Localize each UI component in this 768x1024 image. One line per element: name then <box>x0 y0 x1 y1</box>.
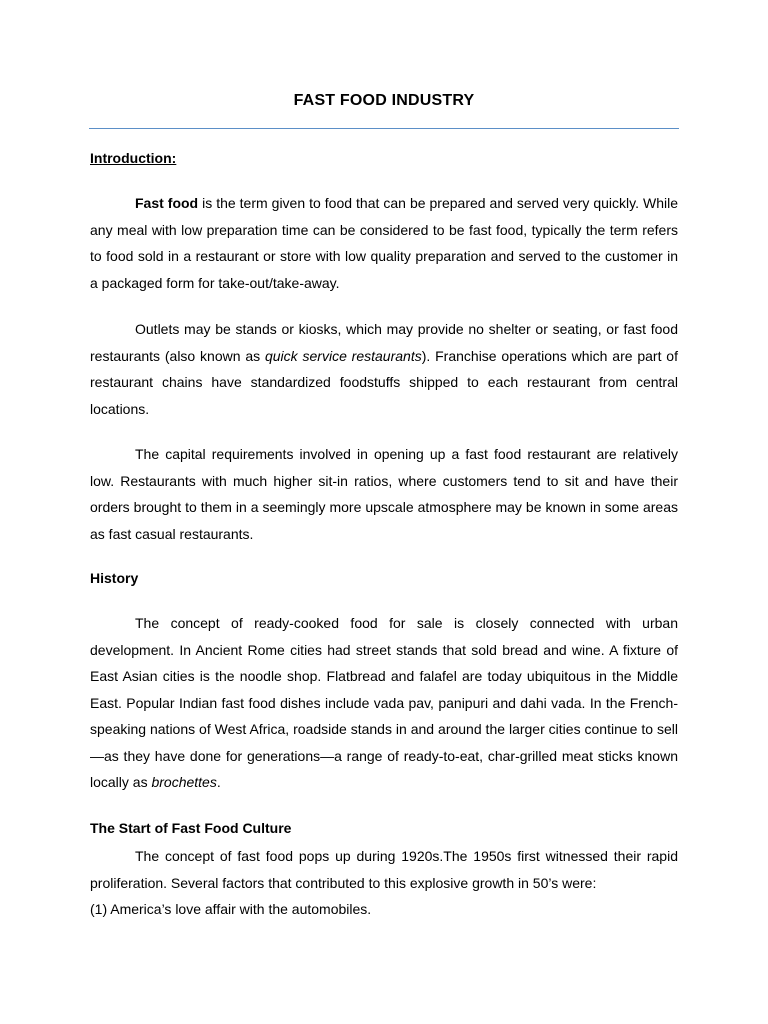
history-paragraph-1-text: The concept of ready-cooked food for sale is closely connected with urban development. In Ancient Rome cities had street stands that sold bread and wine. A fixture of East Asian cities is the noodle shop. Flatbread and falafel are today ubiquitous in the Middle East. Popular Indian fast food dishes include vada pav, panipuri and dahi vada. In the French-speaking nations of West Africa, roadside stands in and around the larger cities continue to sell—as they have done for generations—a range of ready-to-eat, char-grilled meat sticks known locally as <box>90 615 678 790</box>
history-paragraph-1 <box>90 610 678 796</box>
introduction-paragraph-3: The capital requirements involved in opening up a fast food restaurant are relatively low. Restaurants with much higher sit-in ratios, where customers tend to sit and have their orders brought to them in a seemingly more upscale atmosphere may be known in some areas as fast casual restaurants. <box>90 446 678 542</box>
title-divider <box>89 128 679 129</box>
brochettes-term: brochettes <box>151 774 217 790</box>
document-title: FAST FOOD INDUSTRY <box>293 92 475 109</box>
start-culture-list-item-1: (1) America’s love affair with the automobiles. <box>90 901 372 917</box>
history-heading: History <box>90 570 139 586</box>
fast-food-term: Fast food <box>135 195 199 211</box>
history-paragraph-1-end: . <box>216 774 221 790</box>
quick-service-term: quick service restaurants <box>264 347 422 364</box>
introduction-paragraph-1 <box>90 190 678 296</box>
introduction-paragraph-2 <box>90 316 678 422</box>
introduction-heading: Introduction: <box>90 150 177 166</box>
introduction-paragraph-2-text-a: Outlets may be stands or kiosks, which may provide no shelter or seating, or fast food restaurants (also known as <box>90 321 678 364</box>
start-culture-paragraph-1: The concept of fast food pops up during 1920s.The 1950s first witnessed their rapid proliferation. Several factors that contributed to this explosive growth in 50’s were: <box>90 848 678 891</box>
start-culture-heading: The Start of Fast Food Culture <box>90 820 292 836</box>
introduction-paragraph-1-text: is the term given to food that can be prepared and served very quickly. While any meal with low preparation time can be considered to be fast food, typically the term refers to food sold in a restaurant or store with low quality preparation and served to the customer in a packaged form for take-out/take-away. <box>90 195 679 291</box>
introduction-paragraph-2-text-b: ). Franchise operations which are part of restaurant chains have standardized foodstuffs shipped to each restaurant from central locations. <box>90 347 678 417</box>
